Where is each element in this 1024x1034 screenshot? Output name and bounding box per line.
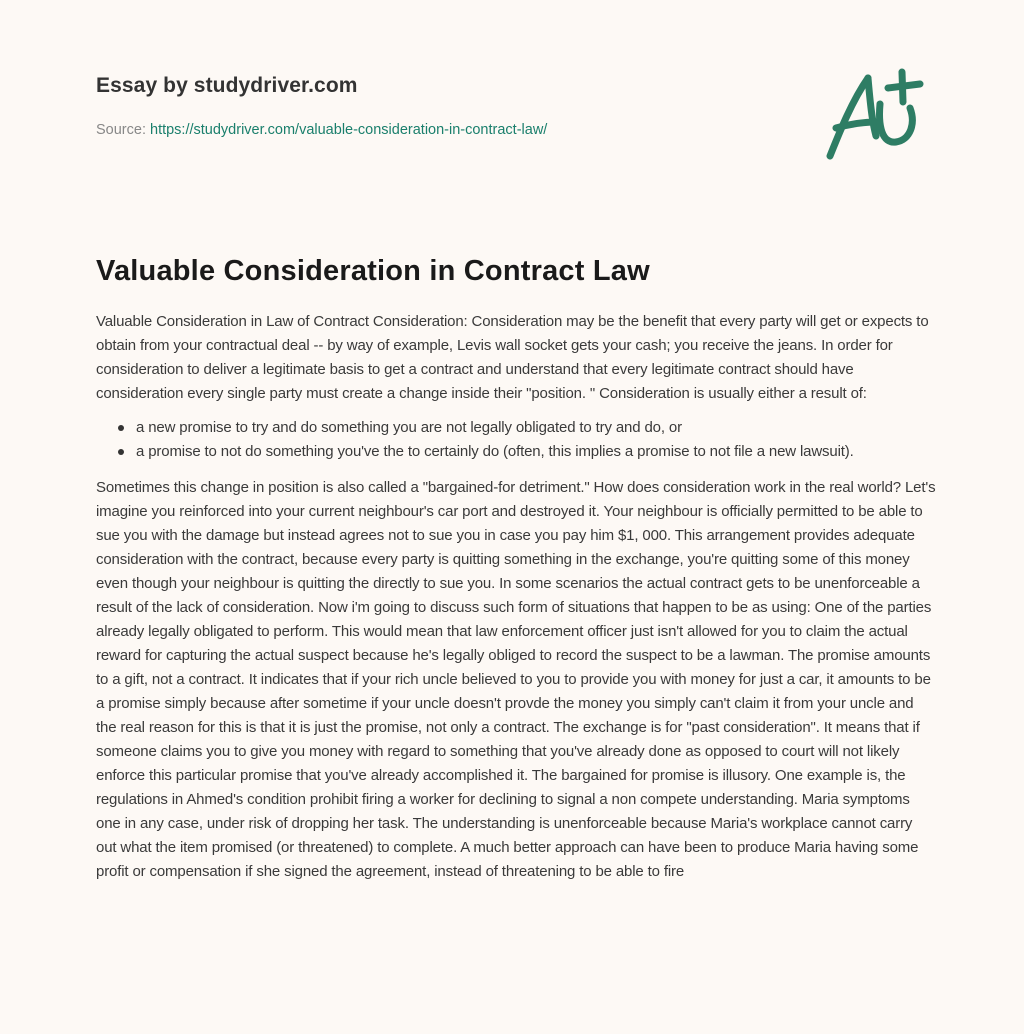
list-item xyxy=(136,440,936,464)
intro-paragraph: Valuable Consideration in Law of Contract Consideration: Consideration may be the benefit that every party will get or expects to obtain from your contractual deal -- by way of example, Levis wall socket gets your cash; you receive the jeans. In order for consideration to deliver a legitimate basis to get a contract and understand that every legitimate contract should have consideration every single party must create a change inside their "position. " Consideration is usually either a result of: xyxy=(96,313,929,402)
list-item-text: a promise to not do something you've the to certainly do (often, this implies a promise to not file a new lawsuit). xyxy=(136,443,854,460)
bullet-icon xyxy=(118,425,124,431)
a-plus-grade-icon xyxy=(822,66,932,166)
list-item xyxy=(136,416,936,440)
source-label: Source: xyxy=(96,122,150,138)
source-link[interactable]: https://studydriver.com/valuable-consideration-in-contract-law/ xyxy=(150,122,548,138)
source-line xyxy=(96,122,796,138)
bullet-icon xyxy=(118,449,124,455)
body-paragraph: Sometimes this change in position is also called a "bargained-for detriment." How does consideration work in the real world? Let's imagine you reinforced into your current neighbour's car port and destroyed it. Your neighbour is officially permitted to be able to sue you with the damage but instead agrees not to sue you in case you pay him $1, 000. This arrangement provides adequate consideration with the contract, because every party is quitting something in the exchange, you're quitting some of this money even though your neighbour is quitting the directly to sue you. In some scenarios the actual contract gets to be unenforceable a result of the lack of consideration. Now i'm going to discuss such form of situations that happen to be as using: One of the parties already legally obligated to perform. This would mean that law enforcement officer just isn't allowed for you to claim the actual reward for capturing the actual suspect because he's legally obliged to record the suspect to be a lawman. The promise amounts to a gift, not a contract. It indicates that if your rich uncle believed to you to provide you with money for just a car, it amounts to be a promise simply because after sometime if your uncle doesn't provde the money you simply can't claim it from your uncle and the real reason for this is that it is just the promise, not only a contract. The exchange is for "past consideration". It means that if someone claims you to give you money with regard to something that you've already done as opposed to court will not likely enforce this particular promise that you've already accomplished it. The bargained for promise is illusory. One example is, the regulations in Ahmed's condition prohibit firing a worker for declining to signal a non compete understanding. Maria symptoms one in any case, under risk of dropping her task. The understanding is unenforceable because Maria's workplace cannot carry out what the item promised (or threatened) to complete. A much better approach can have been to produce Maria having some profit or compensation if she signed the agreement, instead of threatening to be able to fire xyxy=(96,479,936,880)
consideration-list xyxy=(96,416,936,464)
essay-article xyxy=(96,255,936,884)
article-title: Valuable Consideration in Contract Law xyxy=(96,255,650,287)
list-item-text: a new promise to try and do something you are not legally obligated to try and do, or xyxy=(136,419,682,436)
page-header xyxy=(96,74,796,138)
site-title: Essay by studydriver.com xyxy=(96,74,358,97)
